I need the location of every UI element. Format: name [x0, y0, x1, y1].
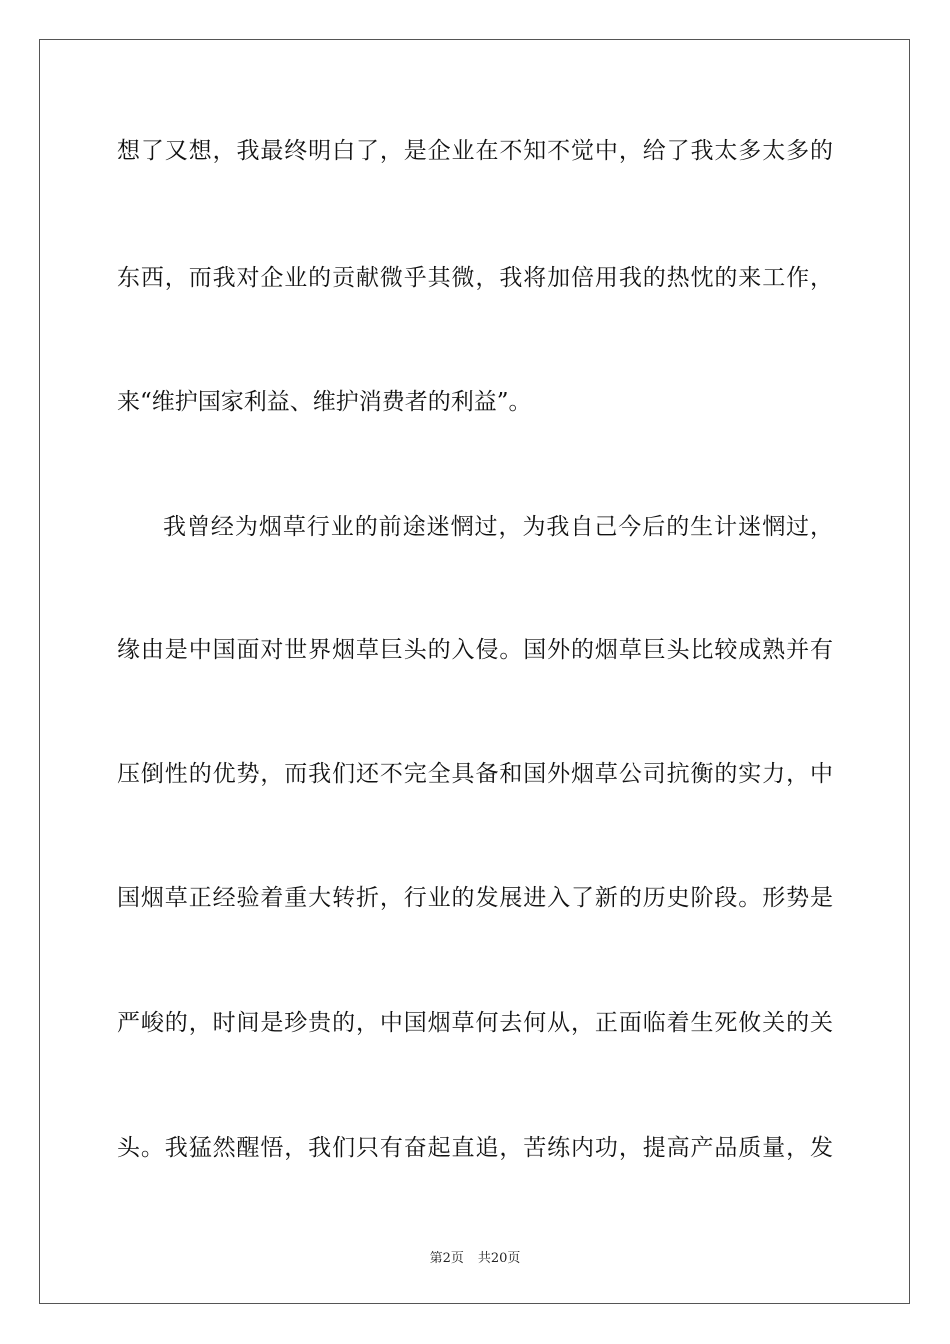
- page-total: 共20页: [477, 1251, 521, 1266]
- body-line-5: 缘由是中国面对世界烟草巨头的入侵。国外的烟草巨头比较成熟并有: [117, 637, 833, 663]
- body-line-1: 想了又想，我最终明白了，是企业在不知不觉中，给了我太多太多的: [117, 138, 833, 164]
- body-line-2: 东西，而我对企业的贡献微乎其微，我将加倍用我的热忱的来工作，: [117, 265, 833, 291]
- body-line-4: 我曾经为烟草行业的前途迷惘过，为我自己今后的生计迷惘过，: [163, 514, 833, 540]
- page-number: 第2页: [429, 1251, 464, 1266]
- body-line-7: 国烟草正经验着重大转折，行业的发展进入了新的历史阶段。形势是: [117, 885, 833, 911]
- page-border: [39, 39, 910, 1304]
- body-line-8: 严峻的，时间是珍贵的，中国烟草何去何从，正面临着生死攸关的关: [117, 1010, 833, 1036]
- page-footer: [0, 1247, 950, 1266]
- body-line-3: 来“维护国家利益、维护消费者的利益”。: [117, 389, 532, 415]
- body-line-6: 压倒性的优势，而我们还不完全具备和国外烟草公司抗衡的实力，中: [117, 761, 833, 787]
- body-line-9: 头。我猛然醒悟，我们只有奋起直追，苦练内功，提高产品质量，发: [117, 1135, 833, 1161]
